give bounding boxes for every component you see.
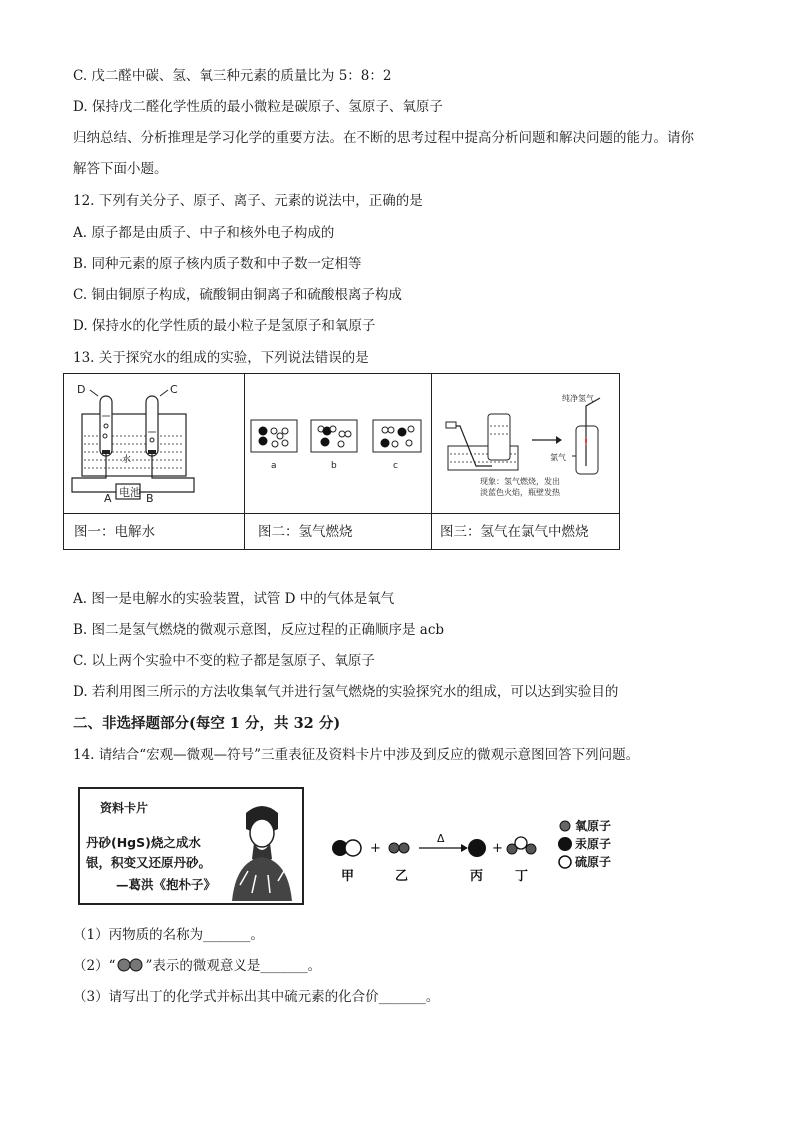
label-water: 水 [122, 455, 132, 465]
intro-line-2: 解答下面小题。 [73, 161, 168, 177]
info-card-line-3: —葛洪《抱朴子》 [116, 877, 217, 892]
phenomenon-line-2: 淡蓝色火焰，瓶壁发热 [480, 488, 560, 497]
q12-option-b: B. 同种元素的原子核内质子数和中子数一定相等 [73, 256, 362, 272]
intro-line-1: 归纳总结、分析推理是学习化学的重要方法。在不断的思考过程中提高分析问题和解决问题的能力。请你 [73, 130, 694, 146]
q13-option-a: A. 图一是电解水的实验装置，试管 D 中的气体是氧气 [73, 591, 395, 607]
h2-in-cl2-diagram [432, 374, 620, 512]
caption-fig3: 图三：氢气在氯气中燃烧 [440, 524, 589, 540]
caption-fig1: 图一：电解水 [74, 524, 155, 540]
q14-part-1: （1）丙物质的名称为_______。 [73, 927, 264, 943]
label-b-small: b [331, 461, 337, 471]
legend-sulfur: 硫原子 [575, 855, 612, 869]
q12-stem: 12. 下列有关分子、原子、离子、元素的说法中，正确的是 [73, 193, 423, 209]
q13-stem: 13. 关于探究水的组成的实验，下列说法错误的是 [73, 350, 369, 366]
q12-option-a: A. 原子都是由质子、中子和核外电子构成的 [73, 225, 335, 241]
q13-option-b: B. 图二是氢气燃烧的微观示意图，反应过程的正确顺序是 acb [73, 622, 445, 638]
plus-sign-1: + [370, 841, 381, 856]
delta-symbol: Δ [437, 832, 445, 845]
q14-part-3: （3）请写出丁的化学式并标出其中硫元素的化合价_______。 [73, 989, 440, 1005]
label-cl2: 氯气 [550, 453, 566, 462]
q13-figure-table [63, 373, 620, 550]
label-battery: 电池 [119, 486, 141, 499]
label-a: A [104, 492, 112, 505]
legend-oxygen: 氧原子 [575, 819, 612, 833]
legend-mercury-icon [558, 837, 572, 851]
label-pure-h2: 纯净氢气 [562, 394, 594, 403]
section-2-heading: 二、非选择题部分(每空 1 分，共 32 分) [73, 715, 341, 732]
q11-option-c: C. 戊二醛中碳、氢、氧三种元素的质量比为 5：8：2 [73, 68, 392, 84]
label-a-small: a [271, 461, 277, 471]
q14-part-2-suffix: ”表示的微观意义是_______。 [145, 958, 322, 974]
table-divider [64, 513, 619, 514]
electrolysis-diagram [64, 374, 244, 512]
label-ding: 丁 [515, 869, 529, 884]
caption-fig2: 图二：氢气燃烧 [258, 524, 353, 540]
so2-molecule-icon [116, 958, 146, 972]
h2-combustion-micro-diagram [245, 374, 431, 512]
label-yi: 乙 [395, 869, 409, 884]
q11-option-d: D. 保持戊二醛化学性质的最小微粒是碳原子、氢原子、氧原子 [73, 99, 443, 115]
ge-hong-portrait [226, 793, 298, 901]
label-jia: 甲 [341, 869, 355, 884]
q12-option-c: C. 铜由铜原子构成，硫酸铜由铜离子和硫酸根离子构成 [73, 287, 402, 303]
q14-stem: 14. 请结合“宏观—微观—符号”三重表征及资料卡片中涉及到反应的微观示意图回答下列问题。 [73, 747, 640, 763]
legend-mercury: 汞原子 [575, 837, 612, 851]
phenomenon-line-1: 现象：氢气燃烧，发出 [480, 477, 560, 486]
q13-option-c: C. 以上两个实验中不变的粒子都是氢原子、氧原子 [73, 653, 375, 669]
info-card-title: 资料卡片 [100, 801, 149, 815]
q12-option-d: D. 保持水的化学性质的最小粒子是氢原子和氧原子 [73, 318, 376, 334]
legend-sulfur-icon [559, 856, 571, 868]
label-bing: 丙 [470, 869, 484, 884]
legend-oxygen-icon [560, 821, 570, 831]
info-card-line-1: 丹砂(HgS)烧之成水 [86, 835, 201, 850]
plus-sign-2: + [492, 841, 503, 856]
label-c-small: c [393, 461, 398, 471]
label-d: D [77, 383, 86, 396]
q14-part-2 [73, 957, 321, 975]
q13-option-d: D. 若利用图三所示的方法收集氧气并进行氢气燃烧的实验探究水的组成，可以达到实验目的 [73, 684, 619, 700]
info-card-line-2: 银，积变又还原丹砂。 [86, 855, 212, 870]
label-b: B [146, 492, 154, 505]
label-c: C [170, 383, 178, 396]
info-card [78, 787, 304, 905]
reaction-micro-diagram [325, 800, 625, 890]
q14-part-2-prefix: （2）“ [73, 958, 116, 974]
